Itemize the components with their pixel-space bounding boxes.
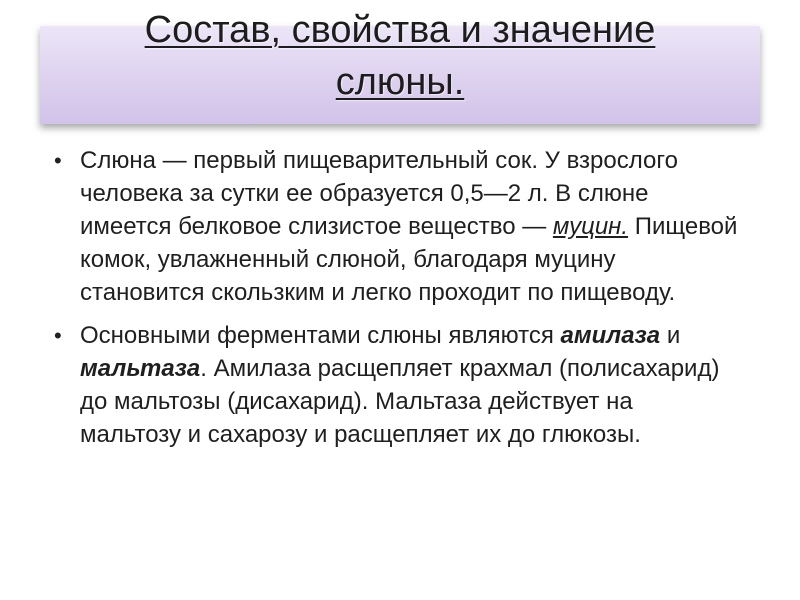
enzyme-amylase: амилаза [560, 322, 661, 349]
bullet-text-part: . Амилаза расщепляет крахмал (полисахарид) до мальтозы (дисахарид). Мальтаза действует на мальтозу и сахарозу и расщепляет их до глюкозы. [80, 355, 720, 448]
bullet-text-part: Слюна — первый пищеварительный сок. У взрослого человека за сутки ее образуется 0,5—2 л. В слюне имеется белковое слизистое вещество — [80, 147, 678, 240]
slide-title-line-2: слюны. [335, 61, 465, 103]
bullet-item-enzymes [40, 319, 740, 451]
bullet-text-part: Основными ферментами слюны являются [80, 322, 561, 349]
enzyme-maltase: мальтаза [80, 355, 201, 382]
bullet-text-part: Пищевой комок, увлажненный слюной, благодаря муцину становится скользким и легко проходит по пищеводу. [80, 213, 738, 306]
bullet-list [40, 144, 740, 461]
bullet-item-saliva [40, 144, 740, 309]
bullet-dot-icon: • [54, 323, 62, 348]
bullet-text-part: и [660, 322, 681, 349]
slide-title-line-1: Состав, свойства и значение [144, 9, 656, 51]
mucin-link[interactable]: муцин. [552, 213, 629, 240]
bullet-dot-icon: • [54, 148, 62, 173]
slide-title [40, 4, 760, 108]
